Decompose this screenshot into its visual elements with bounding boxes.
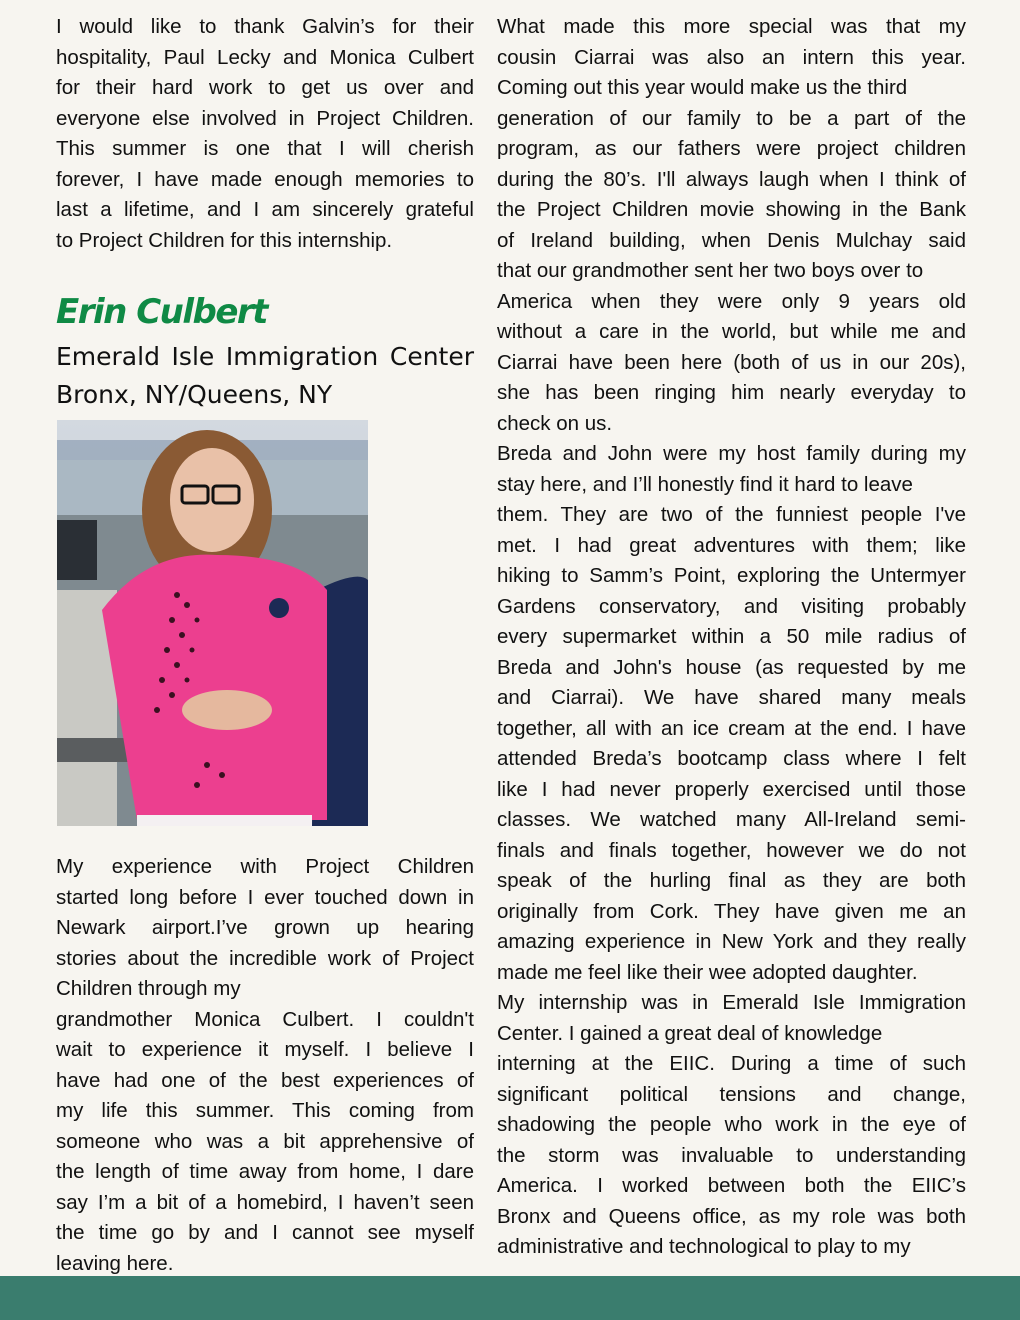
intern-name: Erin Culbert (56, 292, 267, 332)
text-line: someone who was a bit apprehensive of (56, 1129, 474, 1153)
text-line: that our grandmother sent her two boys over to (497, 259, 924, 282)
text-line: generation of our family to be a part of the (497, 106, 966, 130)
text-line: finals and finals together, however we do not (497, 838, 966, 862)
text-line: every supermarket within a 50 mile radius of (497, 625, 966, 648)
text-line: and Ciarrai). We have shared many meals (497, 686, 966, 709)
text-line: stories about the incredible work of Project (56, 946, 474, 970)
text-line: I would like to thank Galvin’s for their (56, 15, 474, 38)
text-line: say I’m a bit of a homebird, I haven’t seen (56, 1190, 474, 1214)
text-line: wait to experience it myself. I believe I (56, 1038, 474, 1061)
text-line: of Ireland building, when Denis Mulchay said (497, 228, 966, 252)
text-line: last a lifetime, and I am sincerely grateful (56, 198, 474, 221)
closing-paragraph-container (56, 12, 474, 256)
text-line: cousin Ciarrai was also an intern this year. (497, 45, 966, 69)
text-line: the storm was invaluable to understanding (497, 1143, 966, 1167)
text-line: the length of time away from home, I dare (56, 1160, 474, 1183)
text-line: Breda and John were my host family during my (497, 442, 966, 465)
text-line: classes. We watched many All-Ireland semi- (497, 808, 966, 831)
club-crest (269, 598, 289, 618)
organization-name: Emerald Isle Immigration Center (56, 342, 474, 371)
photo-illustration (57, 420, 368, 826)
text-line: the time go by and I cannot see myself (56, 1221, 474, 1244)
text-line: hospitality, Paul Lecky and Monica Culbert (56, 45, 474, 69)
text-line: originally from Cork. They have given me an (497, 899, 966, 923)
text-line: Breda and John's house (as requested by me (497, 655, 966, 679)
placement-info (56, 338, 474, 414)
text-line: check on us. (497, 411, 613, 435)
text-line: forever, I have made enough memories to (56, 167, 474, 191)
text-line: My experience with Project Children (56, 855, 474, 878)
text-line: America when they were only 9 years old (497, 289, 966, 313)
text-line: like I had never properly exercised until those (497, 777, 966, 801)
text-line: stay here, and I’ll honestly find it hard to leave (497, 472, 913, 496)
text-line: without a care in the world, but while me and (497, 320, 966, 343)
text-line: them. They are two of the funniest people I've (497, 503, 966, 526)
text-line: Center. I gained a great deal of knowledge (497, 1021, 883, 1045)
text-line: have had one of the best experiences of (56, 1068, 474, 1092)
text-line: significant political tensions and change, (497, 1082, 966, 1106)
text-line: the Project Children movie showing in the Bank (497, 198, 966, 221)
text-line: Gardens conservatory, and visiting probably (497, 594, 966, 618)
text-line: program, as our fathers were project children (497, 137, 966, 160)
text-line: My internship was in Emerald Isle Immigration (497, 991, 966, 1014)
text-line: amazing experience in New York and they really (497, 930, 966, 953)
text-line: Bronx and Queens office, as my role was both (497, 1204, 966, 1228)
intro-paragraph (56, 852, 474, 1279)
text-line: Coming out this year would make us the third (497, 76, 908, 99)
text-line: everyone else involved in Project Children. (56, 106, 474, 130)
text-line: my life this summer. This coming from (56, 1099, 474, 1122)
closing-paragraph (56, 12, 474, 256)
text-line: interning at the EIIC. During a time of such (497, 1052, 966, 1075)
text-line: What made this more special was that my (497, 15, 966, 38)
intern-photo (57, 420, 368, 826)
text-line: America. I worked between both the EIIC’s (497, 1174, 966, 1197)
pink-jersey (102, 555, 327, 820)
text-line: hiking to Samm’s Point, exploring the Untermyer (497, 564, 966, 587)
text-line: she has been ringing him nearly everyday to (497, 381, 966, 404)
text-line: Children through my (56, 977, 241, 1000)
hands (182, 690, 272, 730)
text-line: made me feel like their wee adopted daughter. (497, 960, 918, 984)
text-line: to Project Children for this internship. (56, 228, 393, 252)
right-column (497, 12, 966, 1263)
text-line: for their hard work to get us over and (56, 76, 474, 99)
text-line: started long before I ever touched down in (56, 885, 474, 909)
text-line: during the 80’s. I'll always laugh when I think of (497, 167, 966, 191)
text-line: leaving here. (56, 1251, 174, 1275)
text-line: Ciarrai have been here (both of us in our 20s), (497, 350, 966, 374)
text-line: administrative and technological to play to my (497, 1235, 911, 1258)
text-line: This summer is one that I will cherish (56, 137, 474, 160)
text-line: attended Breda’s bootcamp class where I felt (497, 747, 966, 770)
text-line: grandmother Monica Culbert. I couldn't (56, 1007, 474, 1031)
text-line: shadowing the people who work in the eye of (497, 1113, 966, 1136)
intro-paragraph-container (56, 852, 474, 1279)
right-column-text (497, 12, 966, 1263)
text-line: together, all with an ice cream at the end. I have (497, 716, 966, 740)
footer-bar (0, 1276, 1020, 1320)
text-line: met. I had great adventures with them; like (497, 533, 966, 557)
text-line: speak of the hurling final as they are both (497, 869, 966, 892)
text-line: Newark airport.I’ve grown up hearing (56, 916, 474, 939)
placement-location: Bronx, NY/Queens, NY (56, 380, 333, 409)
